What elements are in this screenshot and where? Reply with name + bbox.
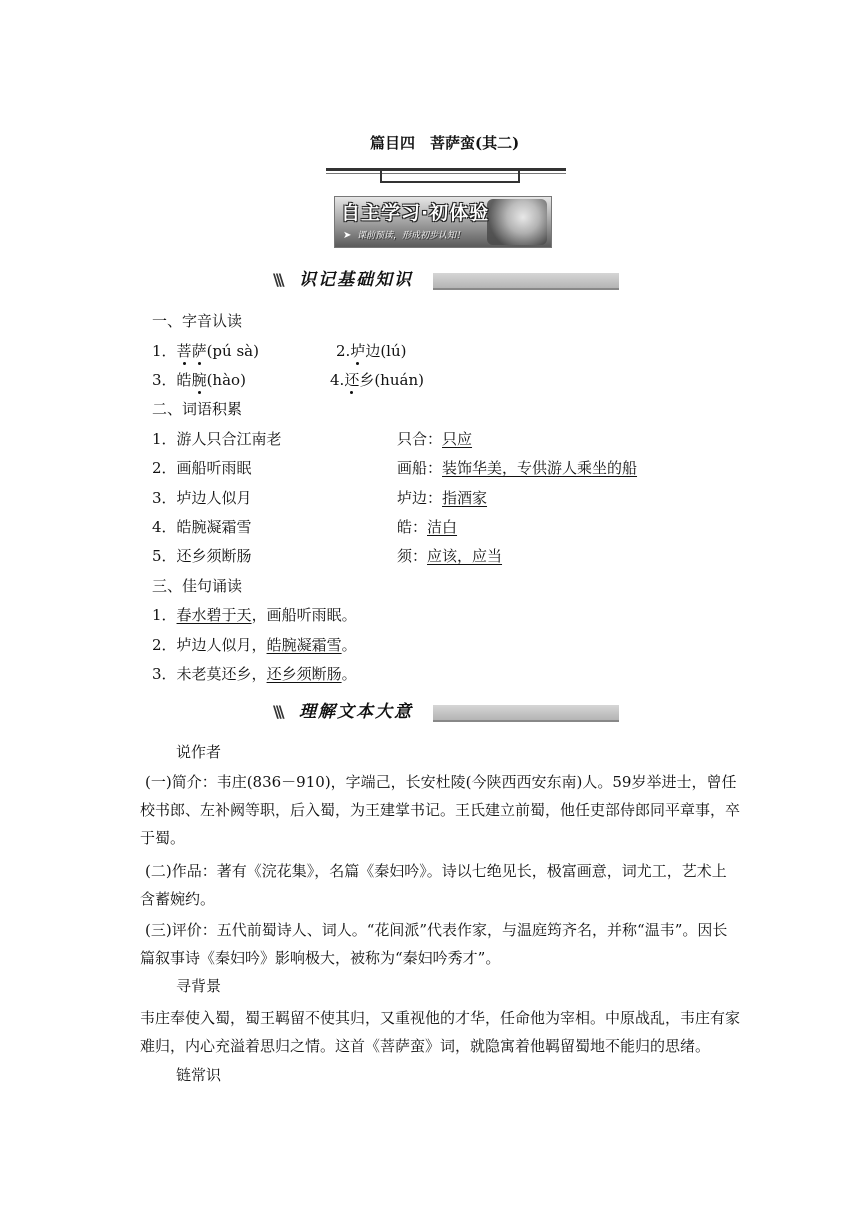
banner-subtitle: 课前预读，形成初步认知！: [357, 231, 466, 241]
page-title: 篇目四 菩萨蛮(其二): [370, 134, 520, 152]
vocabulary-gloss-5: 须：应该，应当: [397, 547, 503, 565]
author-intro: (一)简介：韦庄(836－910)，字端己，长安杜陵(今陕西西安东南)人。59岁举进士，曾任校书郎、左补阙等职，后入蜀，为王建掌书记。王氏建立前蜀，他任吏部侍郎同平章事，卒于蜀。: [140, 773, 741, 847]
section-header-basic-knowledge: [273, 270, 619, 290]
pinyin: (pú sà): [206, 342, 259, 360]
self-study-banner: [334, 196, 552, 248]
lines-heading: 三、佳句诵读: [152, 577, 243, 595]
author-works: (二)作品：著有《浣花集》，名篇《秦妇吟》。诗以七绝见长，极富画意，词尤工，艺术上含蓄婉约。: [140, 862, 727, 908]
banner-title: 自主学习·初体验: [341, 202, 490, 224]
pronunciation-item-1: [152, 341, 259, 361]
vocabulary-item-1: 1．游人只合江南老: [152, 430, 282, 448]
vocabulary-item-5: 5．还乡须断肠: [152, 547, 252, 565]
header-bar: [433, 705, 619, 722]
section-title: 理解文本大意: [299, 702, 413, 722]
vocabulary-item-4: 4．皓腕凝霜雪: [152, 518, 252, 536]
item-number: 2.: [336, 342, 351, 360]
section-header-text-meaning: [273, 702, 619, 722]
header-bar: [433, 273, 619, 290]
line-item-1: 1．春水碧于天，画船听雨眠。: [152, 606, 357, 624]
author-heading: 说作者: [176, 743, 222, 761]
author-evaluation: (三)评价：五代前蜀诗人、词人。“花间派”代表作家，与温庭筠齐名，并称“温韦”。因长篇叙事诗《秦妇吟》影响极大，被称为“秦妇吟秀才”。: [140, 921, 728, 967]
pronunciation-item-3: [152, 370, 246, 390]
pronunciation-item-2: [336, 341, 407, 361]
pronunciation-item-4: [330, 370, 424, 390]
background-heading: 寻背景: [176, 977, 222, 995]
pinyin: (hào): [206, 371, 246, 389]
vocabulary-heading: 二、词语积累: [152, 400, 243, 418]
vocabulary-item-2: 2．画船听雨眠: [152, 459, 252, 477]
section-title: 识记基础知识: [299, 270, 413, 290]
background-text: 韦庄奉使入蜀，蜀王羁留不使其归，又重视他的才华，任命他为宰相。中原战乱，韦庄有家难归，内心充溢着思归之情。这首《菩萨蛮》词，就隐寓着他羁留蜀地不能归的思绪。: [140, 1009, 741, 1055]
pinyin: 乡(huán): [359, 371, 424, 389]
dotted-char: 还: [344, 371, 360, 389]
item-number: 1．: [152, 342, 177, 360]
line-item-2: 2．垆边人似月，皓腕凝霜雪。: [152, 636, 357, 654]
vocabulary-item-3: 3．垆边人似月: [152, 489, 252, 507]
dotted-char: 菩: [176, 342, 192, 360]
vocabulary-gloss-3: 垆边：指酒家: [397, 489, 488, 507]
plain-char: 皓: [176, 371, 192, 389]
pronunciation-heading: 一、字音认读: [152, 312, 243, 330]
line-item-3: 3．未老莫还乡，还乡须断肠。: [152, 665, 357, 683]
item-number: 4.: [330, 371, 345, 389]
arrow-icon: ➤: [343, 230, 352, 241]
banner-illustration-icon: [487, 199, 547, 245]
dotted-char: 垆: [350, 342, 366, 360]
vocabulary-gloss-4: 皓：洁白: [397, 518, 458, 536]
dotted-char: 萨: [191, 342, 207, 360]
dotted-char: 腕: [191, 371, 207, 389]
item-number: 3．: [152, 371, 177, 389]
vocabulary-gloss-1: 只合：只应: [397, 430, 473, 448]
stripes-icon: \\\: [273, 702, 282, 721]
stripes-icon: \\\: [273, 270, 282, 289]
pinyin: 边(lú): [365, 342, 407, 360]
common-heading: 链常识: [176, 1066, 222, 1084]
vocabulary-gloss-2: 画船：装饰华美，专供游人乘坐的船: [397, 459, 638, 477]
